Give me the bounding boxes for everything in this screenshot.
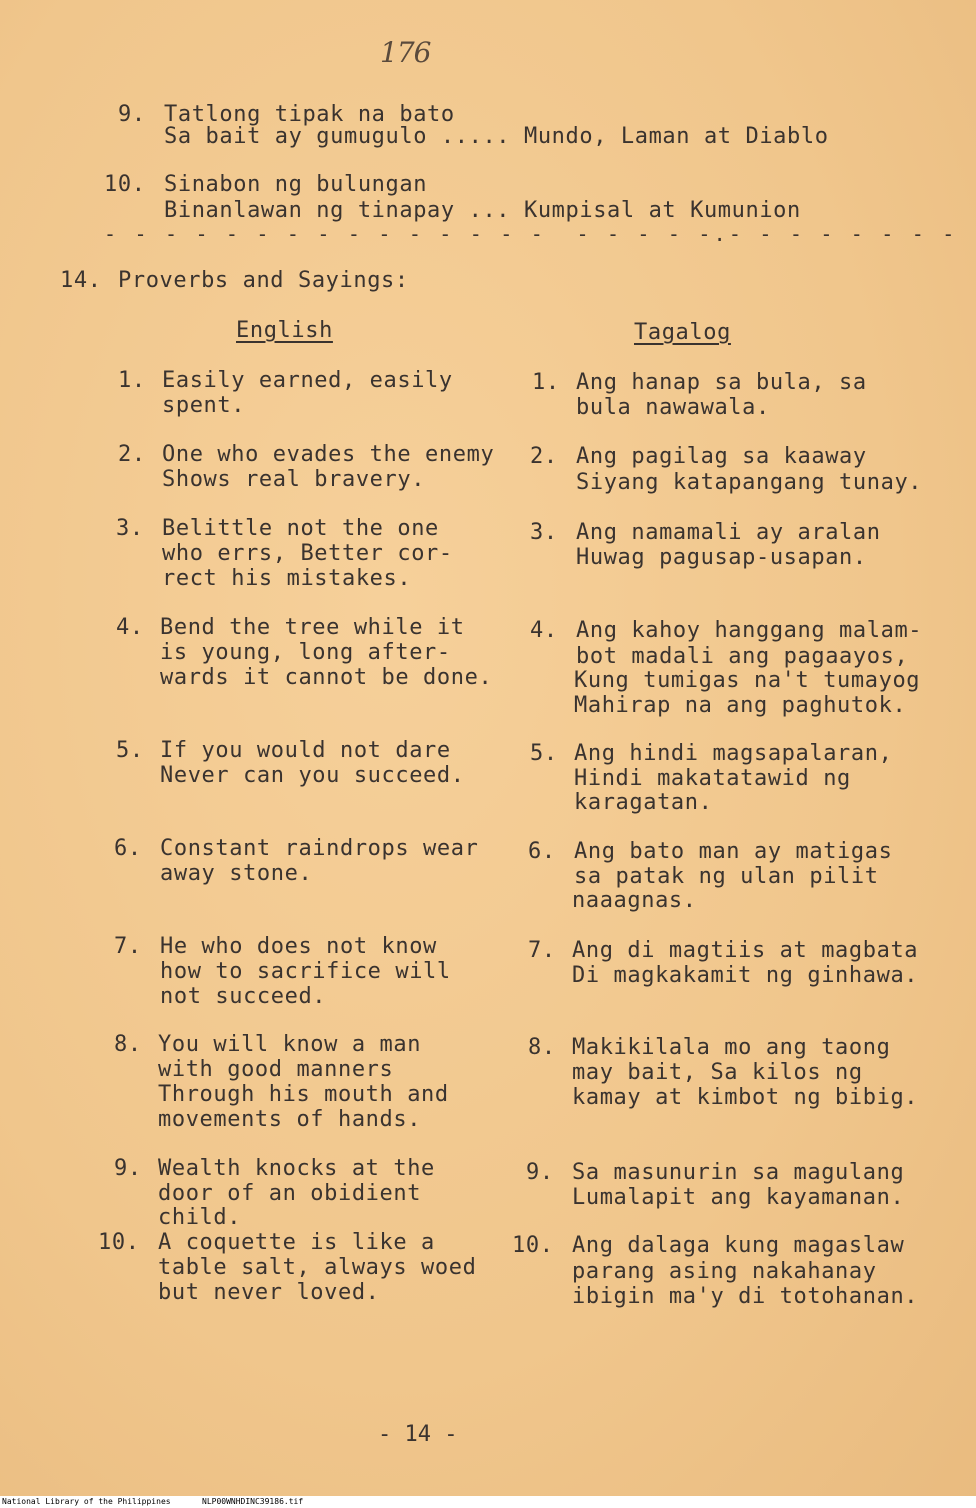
proverb-tl-line: Ang di magtiis at magbata	[572, 938, 919, 963]
proverb-en-line: not succeed.	[160, 984, 327, 1009]
riddle-10-line1: Sinabon ng bulungan	[164, 172, 428, 197]
proverb-tl-line: Makikilala mo ang taong	[572, 1035, 891, 1060]
proverb-en-number: 2.	[118, 442, 146, 467]
proverb-en-line: spent.	[162, 393, 246, 418]
proverb-en-number: 10.	[98, 1230, 140, 1255]
riddle-9-line1: Tatlong tipak na bato	[164, 102, 455, 127]
proverb-tl-line: Ang bato man ay matigas	[574, 839, 893, 864]
proverb-en-line: Belittle not the one	[162, 516, 439, 541]
proverb-tl-line: Ang kahoy hanggang malam-	[576, 618, 923, 643]
riddle-9-number: 9.	[118, 102, 146, 127]
proverb-en-line: child.	[158, 1205, 242, 1230]
proverb-en-line: Bend the tree while it	[160, 615, 465, 640]
archive-file-reference: NLP00WNHDINC39186.tif	[202, 1497, 304, 1506]
proverb-tl-line: kamay at kimbot ng bibig.	[572, 1085, 919, 1110]
proverb-tl-number: 7.	[528, 938, 556, 963]
proverb-en-number: 3.	[116, 516, 144, 541]
section-title: Proverbs and Sayings:	[118, 268, 409, 293]
proverb-tl-line: Ang hindi magsapalaran,	[574, 741, 893, 766]
riddle-10-line2: Binanlawan ng tinapay ... Kumpisal at Kumunion	[164, 198, 801, 223]
proverb-en-line: A coquette is like a	[158, 1230, 435, 1255]
proverb-en-line: with good manners	[158, 1057, 394, 1082]
proverb-en-line: wards it cannot be done.	[160, 665, 493, 690]
proverb-en-line: One who evades the enemy	[162, 442, 495, 467]
proverb-en-number: 1.	[118, 368, 146, 393]
proverb-tl-line: Kung tumigas na't tumayog	[574, 668, 921, 693]
proverb-en-line: movements of hands.	[158, 1107, 422, 1132]
proverb-en-line: away stone.	[160, 861, 313, 886]
handwritten-page-number: 176	[380, 36, 431, 69]
proverb-tl-number: 5.	[530, 741, 558, 766]
proverb-tl-line: parang asing nakahanay	[572, 1259, 877, 1284]
proverb-en-line: Constant raindrops wear	[160, 836, 479, 861]
proverb-tl-number: 1.	[532, 370, 560, 395]
proverb-tl-line: Sa masunurin sa magulang	[572, 1160, 905, 1185]
proverb-tl-line: Ang dalaga kung magaslaw	[572, 1233, 905, 1258]
proverb-en-line: Through his mouth and	[158, 1082, 449, 1107]
proverb-en-number: 5.	[116, 738, 144, 763]
proverb-en-line: door of an obidient	[158, 1181, 422, 1206]
section-number: 14.	[60, 268, 102, 293]
proverb-en-line: is young, long after-	[160, 640, 451, 665]
proverb-tl-line: Di magkakamit ng ginhawa.	[572, 963, 919, 988]
proverb-en-line: but never loved.	[158, 1280, 380, 1305]
proverb-tl-line: Siyang katapangang tunay.	[576, 470, 923, 495]
proverb-tl-number: 6.	[528, 839, 556, 864]
proverb-tl-number: 3.	[530, 520, 558, 545]
riddle-10-number: 10.	[104, 172, 146, 197]
proverb-tl-line: Ang pagilag sa kaaway	[576, 444, 867, 469]
proverb-tl-line: karagatan.	[574, 790, 713, 815]
proverb-tl-line: Ang hanap sa bula, sa	[576, 370, 867, 395]
proverb-en-line: If you would not dare	[160, 738, 451, 763]
proverb-en-line: Wealth knocks at the	[158, 1156, 435, 1181]
proverb-tl-line: Lumalapit ang kayamanan.	[572, 1185, 905, 1210]
proverb-tl-number: 10.	[512, 1233, 554, 1258]
proverb-en-line: He who does not know	[160, 934, 437, 959]
proverb-en-number: 9.	[114, 1156, 142, 1181]
column-heading-tagalog: Tagalog	[634, 320, 731, 345]
proverb-en-number: 6.	[114, 836, 142, 861]
proverb-en-line: You will know a man	[158, 1032, 422, 1057]
proverb-en-line: Never can you succeed.	[160, 763, 465, 788]
proverb-tl-line: naaagnas.	[572, 888, 697, 913]
riddle-9-line2: Sa bait ay gumugulo ..... Mundo, Laman at Diablo	[164, 124, 829, 149]
proverb-en-line: how to sacrifice will	[160, 959, 451, 984]
proverb-en-line: rect his mistakes.	[162, 566, 412, 591]
proverb-en-line: Shows real bravery.	[162, 467, 426, 492]
proverb-tl-line: bot madali ang pagaayos,	[576, 644, 909, 669]
proverb-tl-number: 2.	[530, 444, 558, 469]
archive-label: National Library of the Philippines	[2, 1497, 171, 1506]
separator-line: - - - - - - - - - - - - - - - - - - - -.- - - - - - - -	[104, 222, 958, 246]
proverb-en-line: who errs, Better cor-	[162, 541, 453, 566]
proverb-tl-line: ibigin ma'y di totohanan.	[572, 1284, 919, 1309]
proverb-tl-line: sa patak ng ulan pilit	[574, 864, 879, 889]
proverb-en-line: Easily earned, easily	[162, 368, 453, 393]
proverb-en-number: 4.	[116, 615, 144, 640]
proverb-tl-line: may bait, Sa kilos ng	[572, 1060, 863, 1085]
proverb-tl-line: Huwag pagusap-usapan.	[576, 545, 867, 570]
proverb-tl-number: 8.	[528, 1035, 556, 1060]
proverb-tl-line: Hindi makatatawid ng	[574, 766, 851, 791]
proverb-tl-number: 9.	[526, 1160, 554, 1185]
proverb-tl-line: Ang namamali ay aralan	[576, 520, 881, 545]
proverb-en-line: table salt, always woed	[158, 1255, 477, 1280]
proverb-tl-number: 4.	[530, 618, 558, 643]
footer-page-number: - 14 -	[378, 1422, 458, 1447]
column-heading-english: English	[236, 318, 333, 343]
proverb-tl-line: bula nawawala.	[576, 395, 770, 420]
proverb-en-number: 8.	[114, 1032, 142, 1057]
proverb-en-number: 7.	[114, 934, 142, 959]
proverb-tl-line: Mahirap na ang paghutok.	[574, 693, 907, 718]
